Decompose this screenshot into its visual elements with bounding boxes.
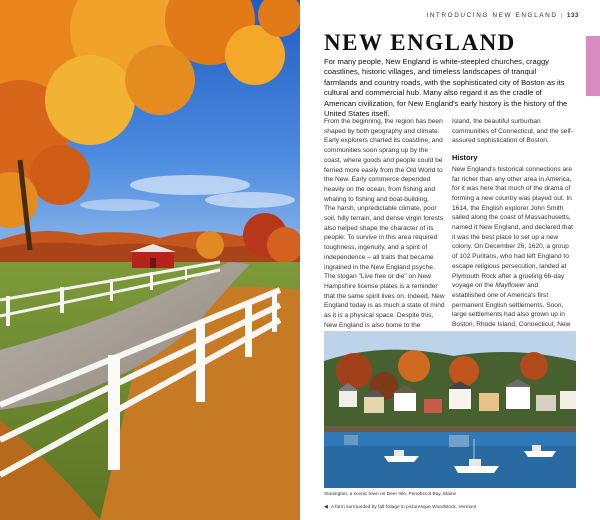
- farm-caption: [324, 504, 476, 510]
- history-text: New England's historical connections are far richer than any other area in America, for it was here that much of the drama of forming a new country was played out. In 1614, the English explorer John Smith sailed along the coast of Massachusetts, named it New England, and declared that it was the best place to set up a new colony. On December 26, 1620, a group of 102 Puritans, who had left England to escape religious persecution, landed at Plymouth Rock after a grueling 66-day voyage on the: [452, 165, 573, 290]
- harbor-caption: Stonington, a scenic town on Deer Isle, Penobscot Bay, Maine: [324, 492, 457, 497]
- section-tab-marker: [586, 36, 600, 96]
- ship-name: Mayflower: [495, 282, 526, 290]
- body-column-left: [324, 117, 445, 340]
- body-paragraph: The harsh, unpredictable climate, poor soil, hilly terrain, and dense virgin forests also helped shape the character of its people. To survive in this area required toughness, ingenuity, and a spirit of independence – all traits that became ingrained in the New England psyche. The slogan "Live free or die" on New Hampshire license plates is a reminder that the same spirit lives on. Indeed, New England today is as much a state of mind as it is a physical space. Despite this, New England is also home to the: [324, 205, 445, 329]
- history-heading: History: [452, 153, 478, 163]
- page-number: 133: [566, 12, 579, 19]
- harbor-photo: [324, 331, 576, 488]
- separator: |: [560, 12, 564, 19]
- running-head: [426, 12, 579, 19]
- text-page: [300, 0, 600, 520]
- body-paragraph: Island, the beautiful surburban communities of Connecticut, and the self-assured sophistication of Boston.: [452, 118, 573, 145]
- body-column-right: [452, 117, 573, 339]
- section-name: INTRODUCING NEW ENGLAND: [426, 12, 558, 19]
- page-title: NEW ENGLAND: [324, 30, 516, 55]
- body-paragraph: From the beginning, the region has been shaped by both geography and climate. Early explorers charted its coastline, and communities soon sprang up by the coast, where goods and people could be ferried more easily from the Old World to the New. Early commerce depended heavily on the ocean, from fishing and whaling to fishing and boat-building.: [324, 118, 443, 203]
- history-text-end: and established one of America's first permanent English settlements. Soon, large settlements had also grown up in Boston, Rhode Island, Connecticut, New: [452, 282, 571, 329]
- history-paragraph: [452, 165, 573, 340]
- farm-caption-text: A farm surrounded by fall foliage in picturesque Woodstock, Vermont: [330, 505, 477, 510]
- intro-paragraph: For many people, New England is white-steepled churches, craggy coastlines, historic villages, and timeless landscapes of tranquil farmlands and country roads, with the sophisticated city of Boston as its cultural and commercial hub. Many also regard it as the cradle of American civilization, for New England's early history is the history of the United States itself.: [324, 57, 568, 119]
- left-arrow-icon: ◀: [324, 504, 328, 510]
